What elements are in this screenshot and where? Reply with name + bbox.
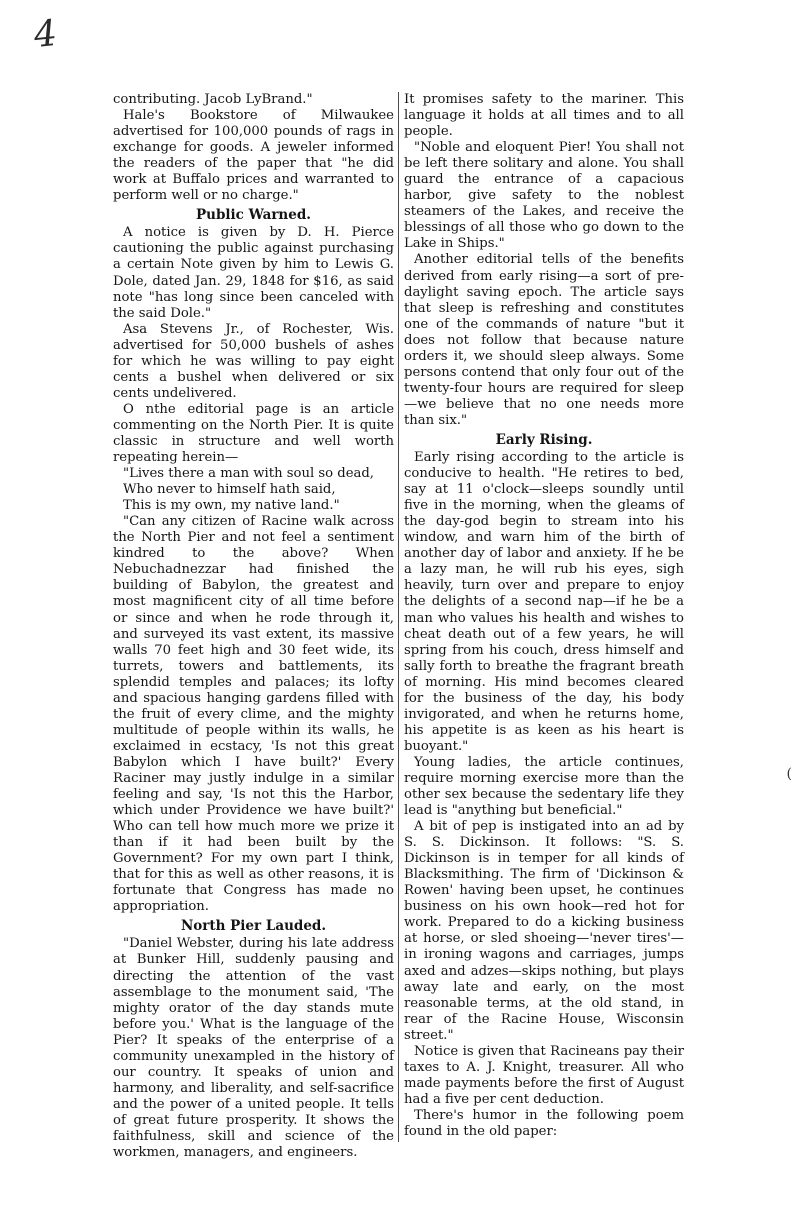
- right-column: [404, 92, 684, 1140]
- paragraph: "Daniel Webster, during his late address at Bunker Hill, suddenly pausing and directing the attention of the vast assemblage to the monument said, 'The mighty orator of the day stands mute before you.' What is the language of the Pier? It speaks of the enterprise of a community unexampled in the history of our country. It speaks of union and harmony, and liberality, and self-sacrifice and the power of a united people. It tells of great future prosperity. It shows the faithfulness, skill and science of the workmen, managers, and engineers.: [113, 936, 394, 1161]
- paragraph: "Noble and eloquent Pier! You shall not be left there solitary and alone. You shall guard the entrance of a capacious harbor, give safety to the noblest steamers of the Lakes, and receive the blessings of all those who go down to the Lake in Ships.": [404, 140, 684, 252]
- verse-line: This is my own, my native land.": [123, 498, 340, 514]
- verse-line: Who never to himself hath said,: [123, 482, 336, 498]
- paragraph: A notice is given by D. H. Pierce cautioning the public against purchasing a certain Note given by him to Lewis G. Dole, dated Jan. 29, 1848 for $16, as said note "has long since been canceled with the said Dole.": [113, 225, 394, 321]
- paragraph: contributing. Jacob LyBrand.": [113, 92, 313, 107]
- paragraph: Notice is given that Racineans pay their taxes to A. J. Knight, treasurer. All who made payments before the first of August had a five per cent deduction.: [404, 1043, 684, 1107]
- paragraph: "Can any citizen of Racine walk across the North Pier and not feel a sentiment kindred to the above? When Nebuchadnezzar had finished the building of Babylon, the greatest and most magnificent city of all time before or since and when he rode through it, and surveyed its vast extent, its massive walls 70 feet high and 30 feet wide, its turrets, towers and battlements, its splendid temples and palaces; its lofty and spacious hanging gardens filled with the fruit of every clime, and the mighty multitude of people within its walls, he exclaimed in ecstacy, 'Is not this great Babylon which I have built?' Every Raciner may justly indulge in a similar feeling and say, 'Is not this the Harbor, which under Providence we have built?' Who can tell how much more we prize it than if it had been built by the Government? For my own part I think, that for this as well as other reasons, it is fortunate that Congress has made no appropriation.: [113, 514, 394, 915]
- verse-line: "Lives there a man with soul so dead,: [123, 466, 375, 482]
- paragraph: There's humor in the following poem found in the old paper:: [404, 1107, 684, 1139]
- paragraph: O nthe editorial page is an article commenting on the North Pier. It is quite classic in structure and well worth repeating herein—: [113, 401, 394, 466]
- left-column: [113, 92, 394, 1161]
- paragraph: Hale's Bookstore of Milwaukee advertised for 100,000 pounds of rags in exchange for goods. A jeweler informed the readers of the paper that "he did work at Buffalo prices and warranted to perform well or no charge.": [113, 108, 394, 204]
- page-number: 4: [31, 12, 59, 57]
- paragraph: Asa Stevens Jr., of Rochester, Wis. advertised for 50,000 bushels of ashes for which he was willing to pay eight cents a bushel when delivered or six cents undelivered.: [113, 321, 394, 401]
- section-heading-public-warned: Public Warned.: [196, 207, 311, 224]
- paragraph: It promises safety to the mariner. This language it holds at all times and to all people.: [404, 92, 684, 140]
- paragraph: Young ladies, the article continues, require morning exercise more than the other sex because the sedentary life they lead is "anything but beneficial.": [404, 754, 684, 819]
- paragraph: A bit of pep is instigated into an ad by S. S. Dickinson. It follows: "S. S. Dickinson is in temper for all kinds of Blacksmithing. The firm of 'Dickinson & Rowen' having been upset, he continues business on his own hook—red hot for work. Prepared to do a kicking business at horse, or sled shoeing—'never tires'—in ironing wagons and carriages, jumps axed and adzes—skips nothing, but plays away late and early, on the most reasonable terms, at the old stand, in rear of the Racine House, Wisconsin street.": [404, 819, 684, 1043]
- section-heading-early-rising: Early Rising.: [495, 431, 593, 448]
- paragraph: Early rising according to the article is conducive to health. "He retires to bed, say at 11 o'clock—sleeps soundly until five in the morning, when the gleams of the day-god begin to stream into his window, and warn him of the birth of another day of labor and anxiety. If he be a lazy man, he will rub his eyes, sigh heavily, turn over and prepare to enjoy the delights of a second nap—if he be a man who values his health and wishes to cheat death out of a few years, he will spring from his couch, dress himself and sally forth to breathe the fragrant breath of morning. His mind becomes cleared for the business of the day, his body invigorated, and when he returns home, his appetite is as keen as his heart is buoyant.": [404, 450, 684, 754]
- column-divider: [398, 92, 399, 1142]
- section-heading-north-pier: North Pier Lauded.: [180, 918, 327, 935]
- paragraph: Another editorial tells of the benefits derived from early rising—a sort of pre-daylight saving epoch. The article says that sleep is refreshing and constitutes one of the commands of nature "but it does not follow that because nature orders it, we should sleep always. Some persons contend that only four out of the twenty-four hours are required for sleep—we believe that no one needs more than six.": [404, 252, 684, 428]
- margin-mark: (: [786, 766, 792, 782]
